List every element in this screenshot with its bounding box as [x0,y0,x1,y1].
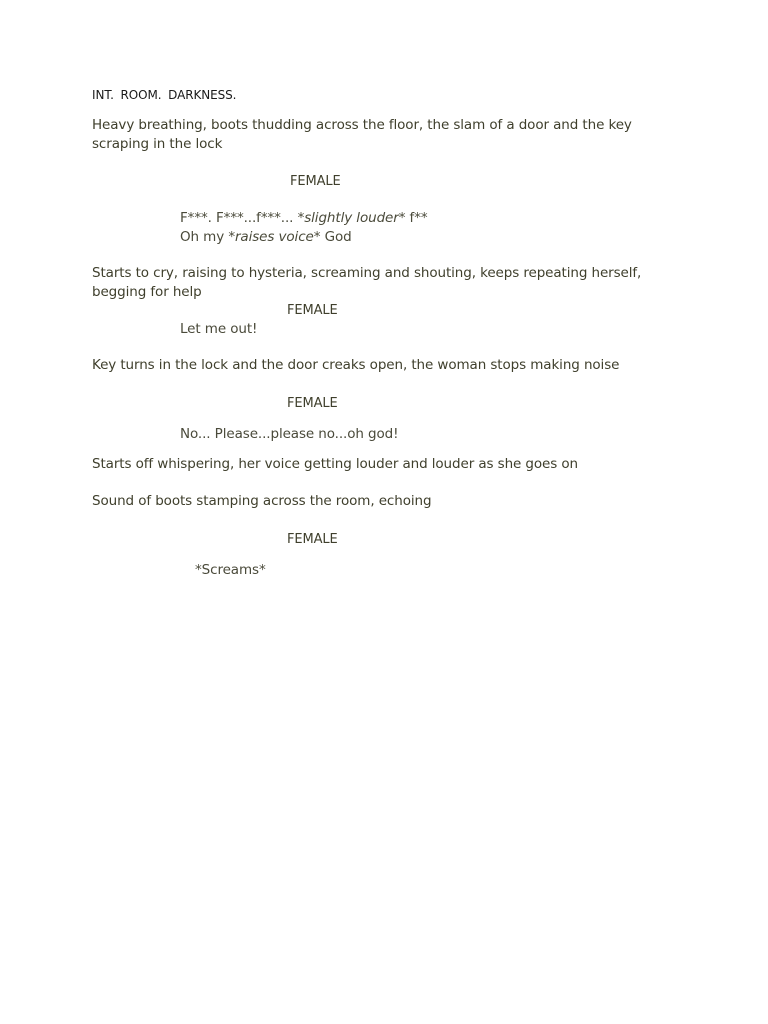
character-name-3: FEMALE [287,396,338,411]
character-name-4: FEMALE [287,532,338,547]
dialogue-text: God [320,229,352,245]
dialogue-text: Oh my [180,229,229,245]
action-line-3: Key turns in the lock and the door creaks open, the woman stops making noise [92,357,620,373]
character-name-2: FEMALE [287,303,338,318]
scene-heading: INT. ROOM. DARKNESS. [92,88,237,102]
dialogue-text: F***. F***...f***... [180,210,298,226]
dialogue-direction: *slightly louder* [297,210,406,226]
dialogue-line-3: No... Please...please no...oh god! [180,426,399,442]
action-line-2: Starts to cry, raising to hysteria, screaming and shouting, keeps repeating herself, begging for help [92,265,642,300]
action-line-4: Starts off whispering, her voice getting louder and louder as she goes on [92,456,578,472]
action-line-5: Sound of boots stamping across the room, echoing [92,493,432,509]
dialogue-text: f** [405,210,428,226]
dialogue-line-1a [180,209,428,228]
character-name-1: FEMALE [290,174,341,189]
dialogue-line-2: Let me out! [180,321,258,337]
dialogue-line-4: *Screams* [195,562,266,578]
dialogue-line-1b [180,228,352,247]
dialogue-direction: *raises voice* [228,229,321,245]
action-line-1: Heavy breathing, boots thudding across the floor, the slam of a door and the key scraping in the lock [92,117,632,152]
